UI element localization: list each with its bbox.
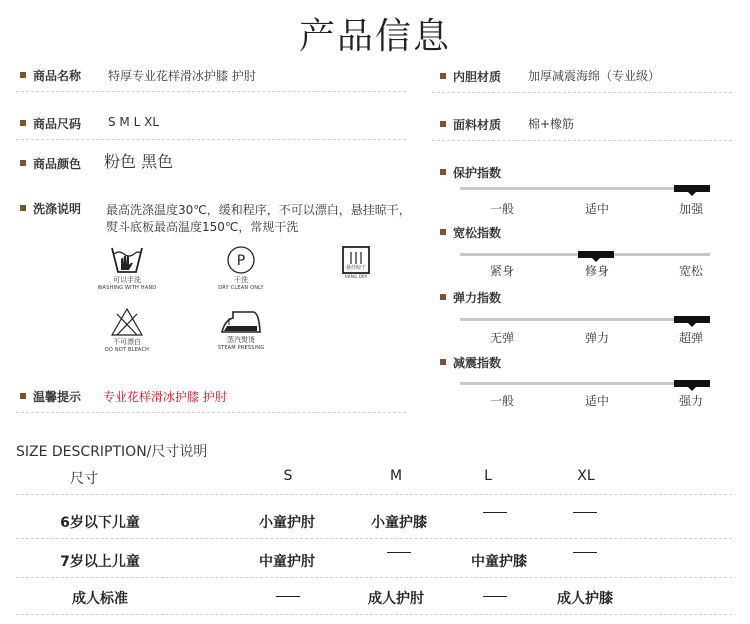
bullet-icon: [20, 160, 26, 166]
divider: [16, 538, 732, 539]
empty-dash: [276, 596, 300, 597]
care-dry-clean: [206, 244, 276, 292]
fabric-material-value: 棉+橡筋: [528, 117, 575, 131]
care-en: DO NOT BLEACH: [104, 347, 150, 353]
shock-option: 适中: [584, 394, 609, 408]
divider: [16, 494, 732, 495]
care-cn: 可以手洗: [113, 276, 141, 284]
care-cn: 干洗: [234, 276, 248, 284]
shock-index-indicator: [674, 380, 710, 387]
care-steam-iron: [206, 308, 276, 352]
empty-dash: [573, 552, 597, 553]
care-hang-dry: [321, 244, 391, 280]
elasticity-index-bar: [460, 318, 710, 321]
shock-option: 强力: [678, 394, 703, 408]
bullet-icon: [440, 229, 446, 235]
table-cell: 成人护膝: [557, 591, 613, 607]
empty-dash: [483, 512, 507, 513]
care-cn: 不可漂白: [113, 338, 141, 346]
bullet-icon: [20, 393, 26, 399]
shock-index-label: 减震指数: [453, 356, 502, 370]
shock-option: 一般: [489, 394, 514, 408]
size-header: 尺寸: [70, 471, 98, 487]
protection-index-indicator: [674, 185, 710, 192]
bullet-icon: [20, 205, 26, 211]
bullet-icon: [440, 359, 446, 365]
elasticity-index-indicator: [674, 316, 710, 323]
looseness-option: 修身: [584, 264, 609, 278]
bullet-icon: [440, 294, 446, 300]
product-color-label: 商品颜色: [33, 157, 82, 171]
table-cell: 成人护肘: [368, 591, 424, 607]
no-bleach-icon: [110, 306, 144, 338]
wash-value-line1: 最高洗涤温度30℃，缓和程序，不可以漂白，悬挂晾干，: [106, 203, 411, 217]
liner-material-label: 内胆材质: [453, 70, 502, 84]
care-en: WASHING WITH HAND: [97, 285, 157, 291]
steam-iron-icon: [219, 308, 263, 336]
dry-clean-glyph: P: [236, 253, 246, 269]
bullet-icon: [440, 73, 446, 79]
page-title: 产品信息: [298, 16, 451, 57]
looseness-index-label: 宽松指数: [453, 226, 502, 240]
elasticity-option: 超弹: [678, 331, 703, 345]
tips-label: 温馨提示: [33, 390, 82, 404]
protection-option: 一般: [489, 202, 514, 216]
table-row-name: 成人标准: [72, 591, 128, 607]
divider: [16, 412, 406, 413]
wash-label: 洗涤说明: [33, 202, 82, 216]
divider: [16, 577, 732, 578]
size-title: SIZE DESCRIPTION/尺寸说明: [16, 444, 208, 460]
bullet-icon: [440, 121, 446, 127]
table-cell: 小童护膝: [371, 515, 427, 531]
product-name-value: 特厚专业花样滑冰护膝 护肘: [108, 69, 256, 83]
empty-dash: [573, 512, 597, 513]
size-header: L: [484, 468, 492, 484]
elasticity-option: 无弹: [489, 331, 514, 345]
product-size-value: S M L XL: [108, 115, 160, 129]
elasticity-option: 弹力: [584, 331, 609, 345]
dry-clean-icon: [225, 244, 257, 276]
looseness-option: 宽松: [678, 264, 703, 278]
wash-value-line2: 熨斗底板最高温度150℃，常规干洗: [106, 220, 299, 234]
fabric-material-label: 面料材质: [453, 118, 502, 132]
care-en: STEAM PRESSING: [217, 345, 265, 351]
size-header: S: [283, 468, 293, 484]
product-color-value: 粉色 黑色: [104, 152, 174, 171]
looseness-index-indicator: [578, 251, 614, 258]
protection-index-label: 保护指数: [453, 166, 502, 180]
divider: [16, 614, 732, 615]
bullet-icon: [20, 72, 26, 78]
divider: [16, 91, 406, 92]
care-hand-wash: [92, 244, 162, 292]
divider: [16, 139, 406, 140]
divider: [432, 92, 732, 93]
table-row-name: 7岁以上儿童: [60, 554, 140, 570]
protection-index-bar: [460, 187, 710, 190]
product-name-label: 商品名称: [33, 69, 82, 83]
looseness-option: 紧身: [489, 264, 514, 278]
empty-dash: [483, 596, 507, 597]
care-en: DRY CLEAN ONLY: [218, 285, 264, 291]
empty-dash: [387, 552, 411, 553]
bullet-icon: [20, 120, 26, 126]
table-row-name: 6岁以下儿童: [60, 515, 140, 531]
care-en: HANG DRY: [344, 274, 368, 279]
hand-wash-icon: [109, 244, 145, 276]
shock-index-bar: [460, 382, 710, 385]
protection-option: 适中: [584, 202, 609, 216]
size-header: M: [389, 468, 403, 484]
care-cn: 悬挂晾干: [345, 265, 366, 271]
divider: [432, 140, 732, 141]
table-cell: 中童护膝: [471, 554, 527, 570]
liner-material-value: 加厚减震海绵（专业级）: [528, 69, 661, 83]
care-cn: 蒸汽熨烫: [227, 336, 255, 344]
bullet-icon: [440, 169, 446, 175]
protection-option: 加强: [678, 202, 703, 216]
product-size-label: 商品尺码: [33, 117, 82, 131]
care-no-bleach: [92, 306, 162, 354]
size-header: XL: [577, 468, 595, 484]
elasticity-index-label: 弹力指数: [453, 291, 502, 305]
table-cell: 小童护肘: [259, 515, 315, 531]
table-cell: 中童护肘: [259, 554, 315, 570]
tips-value: 专业花样滑冰护膝 护肘: [103, 390, 227, 404]
